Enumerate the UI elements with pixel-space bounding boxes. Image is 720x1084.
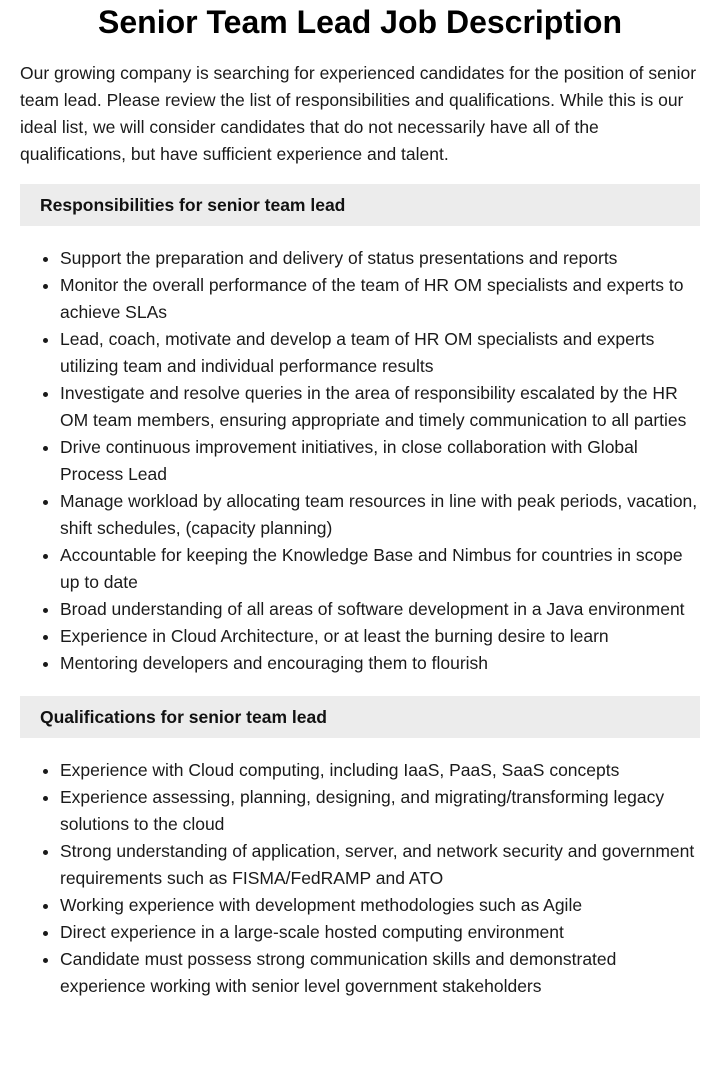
qualifications-header bbox=[20, 696, 700, 738]
list-item: Strong understanding of application, server, and network security and government requirements such as FISMA/FedRAMP and ATO bbox=[60, 838, 700, 892]
list-item: Manage workload by allocating team resources in line with peak periods, vacation, shift schedules, (capacity planning) bbox=[60, 488, 700, 542]
list-item: Accountable for keeping the Knowledge Base and Nimbus for countries in scope up to date bbox=[60, 542, 700, 596]
list-item: Candidate must possess strong communication skills and demonstrated experience working with senior level government stakeholders bbox=[60, 946, 700, 1000]
qualifications-list bbox=[20, 757, 700, 1000]
intro-paragraph: Our growing company is searching for experienced candidates for the position of senior team lead. Please review the list of responsibilities and qualifications. While this is our ideal list, we will consider candidates that do not necessarily have all of the qualifications, but have sufficient experience and talent. bbox=[20, 63, 697, 164]
list-item: Experience in Cloud Architecture, or at least the burning desire to learn bbox=[60, 623, 700, 650]
list-item: Broad understanding of all areas of software development in a Java environment bbox=[60, 596, 700, 623]
responsibilities-header bbox=[20, 184, 700, 226]
list-item: Experience assessing, planning, designing, and migrating/transforming legacy solutions to the cloud bbox=[60, 784, 700, 838]
list-item: Experience with Cloud computing, including IaaS, PaaS, SaaS concepts bbox=[60, 757, 700, 784]
responsibilities-heading: Responsibilities for senior team lead bbox=[40, 194, 346, 215]
list-item: Direct experience in a large-scale hosted computing environment bbox=[60, 919, 700, 946]
page-title: Senior Team Lead Job Description bbox=[98, 4, 622, 40]
list-item: Drive continuous improvement initiatives, in close collaboration with Global Process Lead bbox=[60, 434, 700, 488]
list-item: Monitor the overall performance of the team of HR OM specialists and experts to achieve SLAs bbox=[60, 272, 700, 326]
list-item: Investigate and resolve queries in the area of responsibility escalated by the HR OM team members, ensuring appropriate and timely communication to all parties bbox=[60, 380, 700, 434]
list-item: Support the preparation and delivery of status presentations and reports bbox=[60, 245, 700, 272]
list-item: Mentoring developers and encouraging them to flourish bbox=[60, 650, 700, 677]
qualifications-heading: Qualifications for senior team lead bbox=[40, 706, 327, 727]
list-item: Lead, coach, motivate and develop a team of HR OM specialists and experts utilizing team and individual performance results bbox=[60, 326, 700, 380]
list-item: Working experience with development methodologies such as Agile bbox=[60, 892, 700, 919]
responsibilities-list bbox=[20, 245, 700, 677]
